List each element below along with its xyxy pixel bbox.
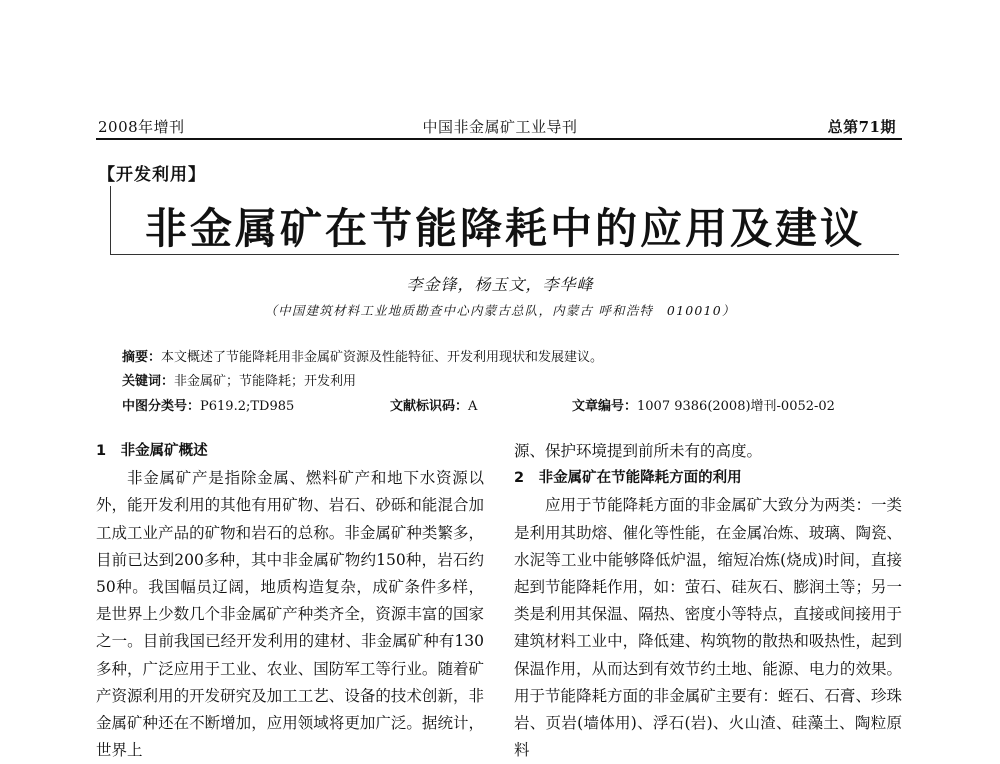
abstract-text: 本文概述了节能降耗用非金属矿资源及性能特征、开发利用现状和发展建议。 bbox=[161, 350, 604, 365]
abstract bbox=[122, 346, 603, 365]
continuation-line: 源、保护环境提到前所未有的高度。 bbox=[514, 442, 763, 460]
running-header-issue-number: 总第71期 bbox=[827, 118, 896, 136]
doc-code-label: 文献标识码： bbox=[390, 399, 469, 414]
section-2-heading: 2 非金属矿在节能降耗方面的利用 bbox=[514, 470, 742, 487]
authors: 李金锋，杨玉文，李华峰 bbox=[406, 275, 594, 294]
article-title: 非金属矿在节能降耗中的应用及建议 bbox=[144, 204, 865, 253]
section-2-paragraph: 应用于节能降耗方面的非金属矿大致分为两类：一类是利用其助熔、催化等性能，在金属冶炼、玻璃、陶瓷、水泥等工业中能够降低炉温，缩短冶炼(烧成)时间，直接起到节能降耗作用，如：萤石、硅灰石、膨润土等；另一类是利用其保温、隔热、密度小等特点，直接或间接用于建筑材料工业中，降低建、构筑物的散热和吸热性，起到保温作用，从而达到有效节约土地、能源、电力的效果。用于节能降耗方面的非金属矿主要有：蛭石、石膏、珍珠岩、页岩(墙体用)、浮石(岩)、火山渣、硅藻土、陶粒原料 bbox=[514, 496, 902, 760]
header-rule bbox=[96, 138, 902, 140]
doc-code-value: A bbox=[468, 399, 478, 414]
article-number-label: 文章编号： bbox=[572, 399, 638, 414]
affiliation: （中国建筑材料工业地质勘查中心内蒙古总队，内蒙古 呼和浩特 010010） bbox=[264, 303, 736, 318]
right-column bbox=[514, 438, 902, 764]
clc-value: P619.2;TD985 bbox=[200, 399, 295, 414]
section-1-paragraph: 非金属矿产是指除金属、燃料矿产和地下水资源以外，能开发利用的其他有用矿物、岩石、砂砾和能混合加工成工业产品的矿物和岩石的总称。非金属矿种类繁多，目前已达到200多种，其中非金属矿物约150种，岩石约50种。我国幅员辽阔，地质构造复杂，成矿条件多样，是世界上少数几个非金属矿产种类齐全，资源丰富的国家之一。目前我国已经开发利用的建材、非金属矿种有130多种，广泛应用于工业、农业、国防军工等行业。随着矿产资源利用的开发研究及加工工艺、设备的技术创新，非金属矿种还在不断增加，应用领域将更加广泛。据统计，世界上 bbox=[96, 469, 484, 760]
section-1-heading: 1 非金属矿概述 bbox=[96, 443, 208, 459]
section-tag: 【开发利用】 bbox=[98, 165, 206, 185]
abstract-label: 摘要： bbox=[122, 350, 162, 365]
article-number bbox=[572, 395, 835, 414]
document-code bbox=[390, 395, 477, 414]
keywords-text: 非金属矿；节能降耗；开发利用 bbox=[174, 374, 357, 389]
keywords bbox=[122, 370, 356, 389]
running-header-issue-date: 2008年增刊 bbox=[98, 118, 185, 136]
keywords-label: 关键词： bbox=[122, 374, 175, 389]
running-header-journal-title: 中国非金属矿工业导刊 bbox=[422, 118, 578, 136]
classification-number bbox=[122, 395, 294, 414]
article-number-value: 1007 9386(2008)增刊-0052-02 bbox=[637, 399, 835, 414]
clc-label: 中图分类号： bbox=[122, 399, 201, 414]
left-column bbox=[96, 438, 484, 764]
